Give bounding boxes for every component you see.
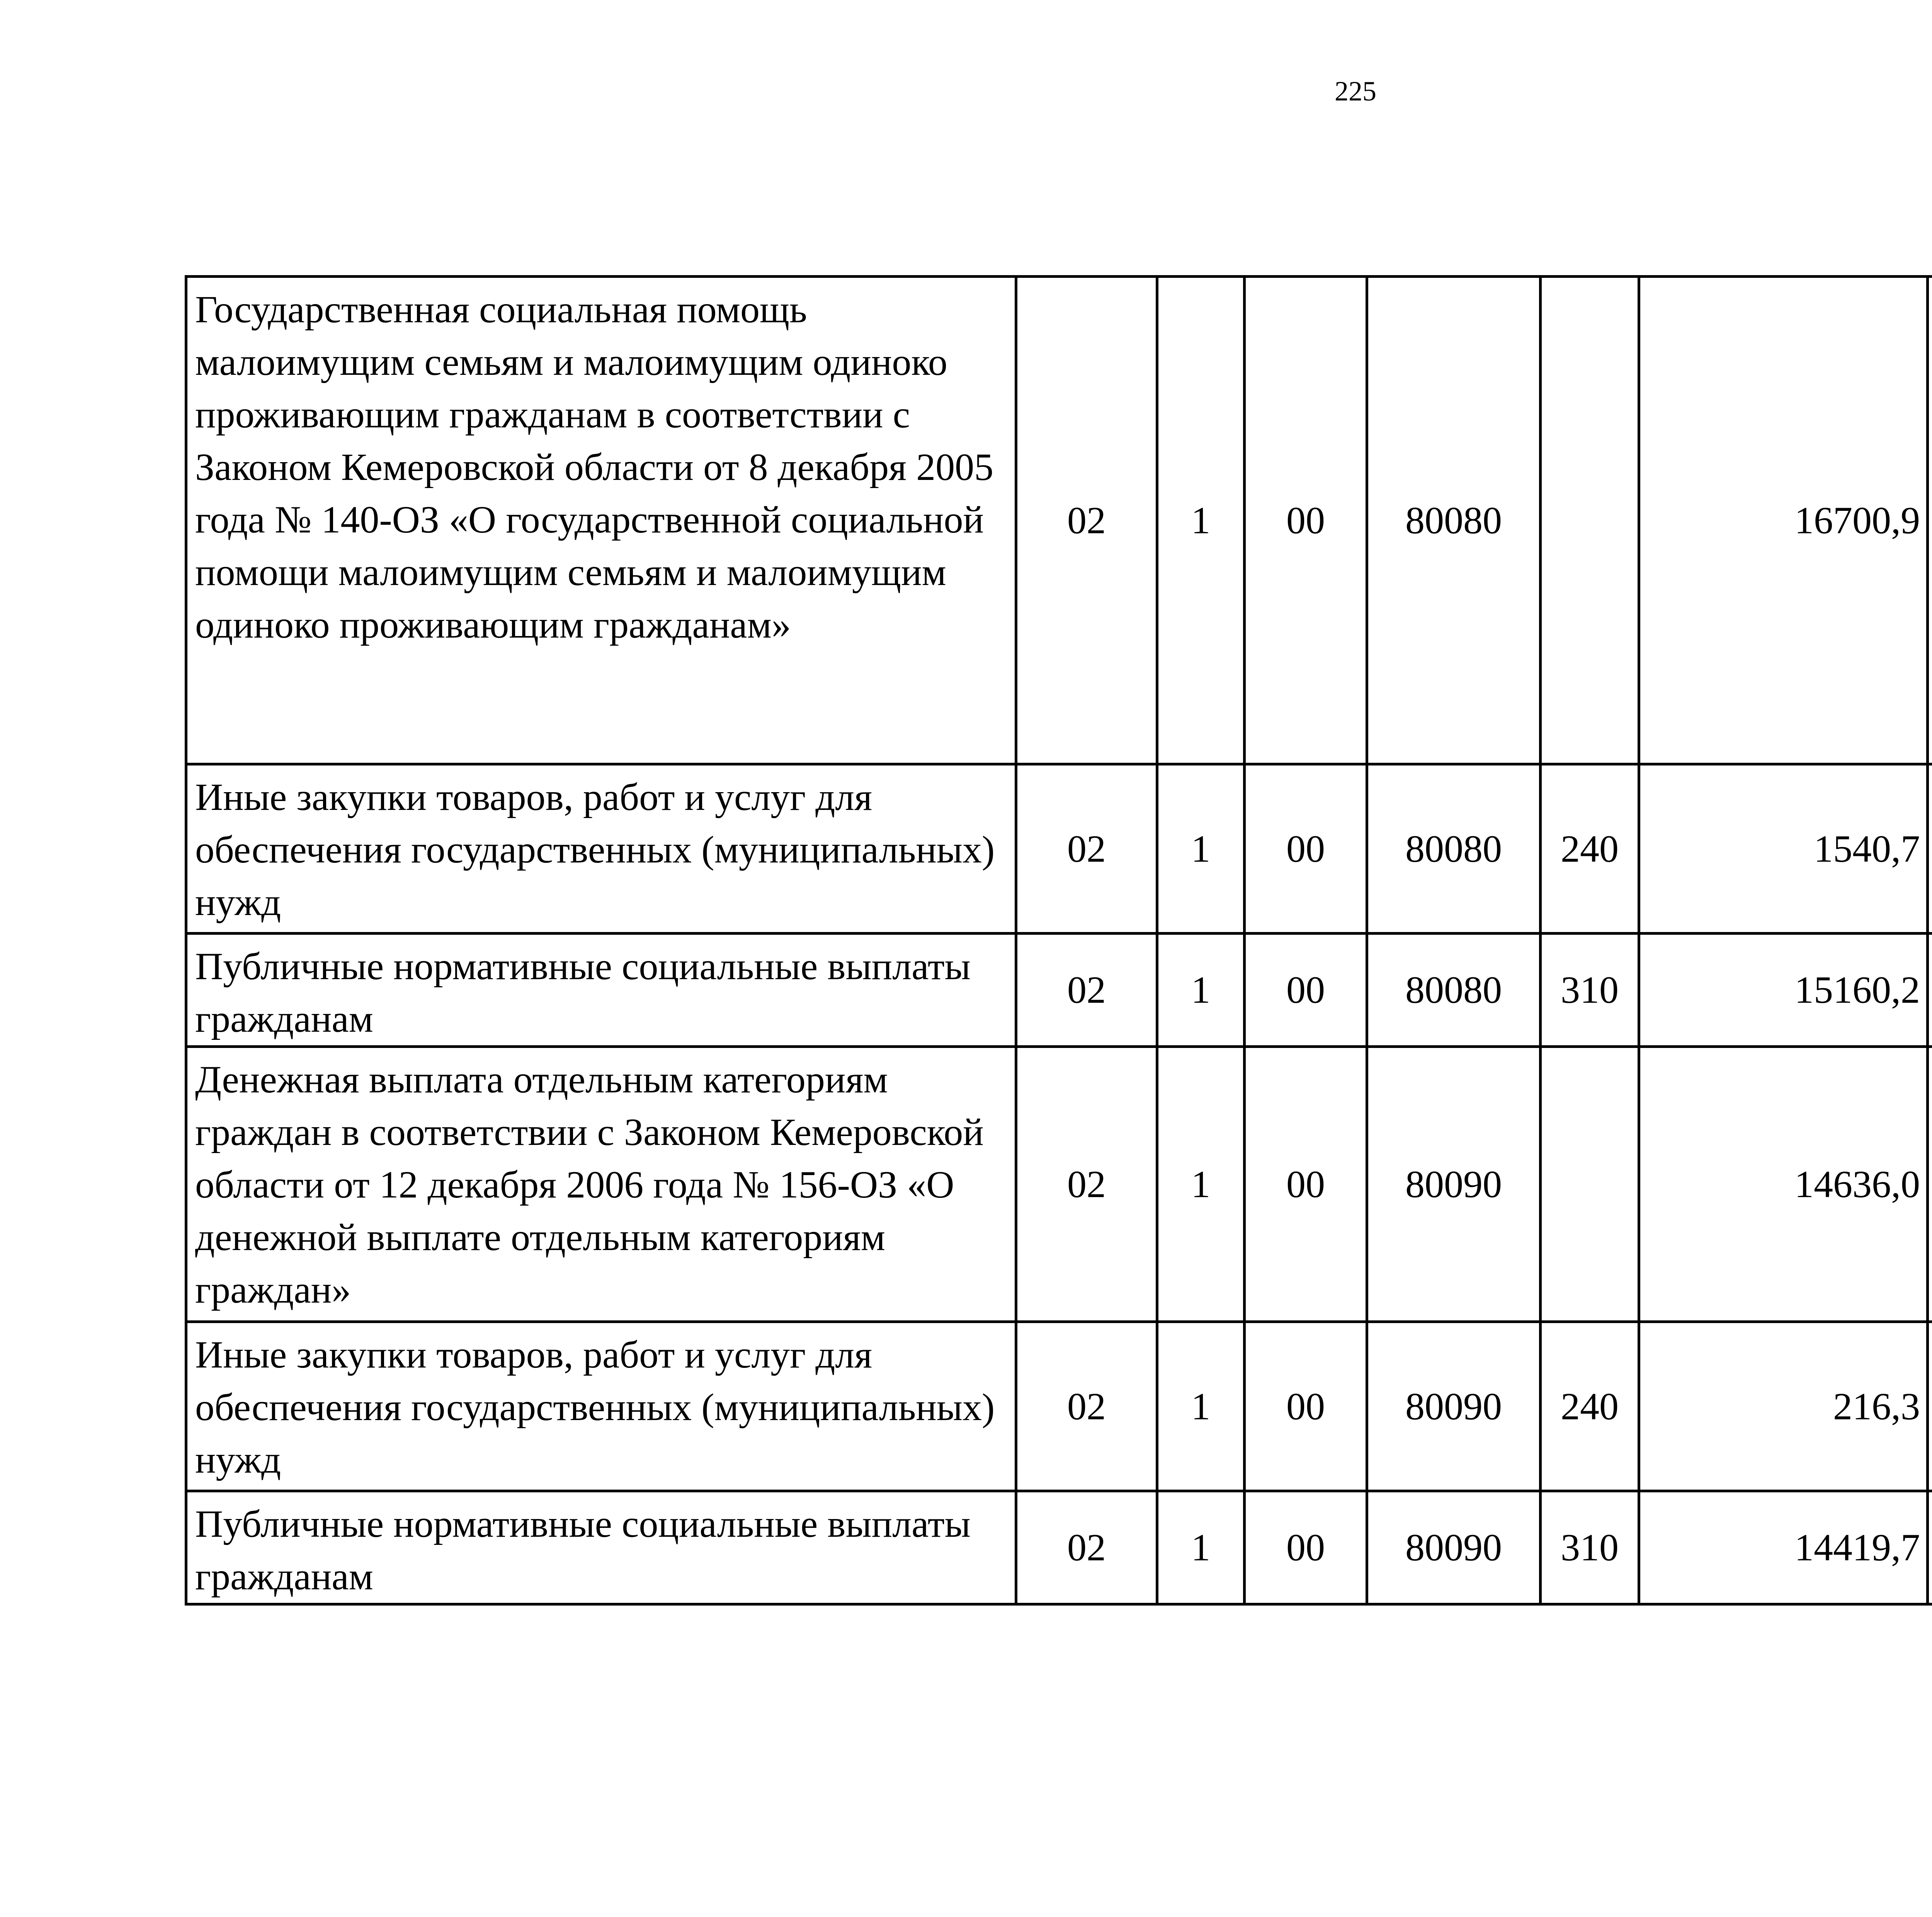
table-row: [186, 1047, 1932, 1322]
direction-code: 80090: [1367, 1491, 1541, 1604]
amount-1: 14636,0: [1639, 1047, 1928, 1322]
expense-type-code: 310: [1541, 1491, 1639, 1604]
budget-table: [185, 275, 1932, 1606]
subprogram-code: 00: [1245, 934, 1367, 1047]
expense-type-code: 240: [1541, 1322, 1639, 1491]
page-number: 225: [1335, 76, 1376, 107]
row-name: Иные закупки товаров, работ и услуг для обеспечения государственных (муниципальных) нужд: [186, 1322, 1016, 1491]
section-code: 02: [1016, 1322, 1157, 1491]
program-code: 1: [1157, 277, 1245, 764]
direction-code: 80080: [1367, 934, 1541, 1047]
row-name: Денежная выплата отдельным категориям граждан в соответствии с Законом Кемеровской области от 12 декабря 2006 года № 156-ОЗ «О денежной выплате отдельным категориям граждан»: [186, 1047, 1016, 1322]
program-code: 1: [1157, 1491, 1245, 1604]
section-code: 02: [1016, 764, 1157, 934]
subprogram-code: 00: [1245, 277, 1367, 764]
program-code: 1: [1157, 1322, 1245, 1491]
table-row: [186, 1491, 1932, 1604]
expense-type-code: 240: [1541, 764, 1639, 934]
direction-code: 80090: [1367, 1322, 1541, 1491]
section-code: 02: [1016, 277, 1157, 764]
expense-type-code: [1541, 1047, 1639, 1322]
amount-1: 15160,2: [1639, 934, 1928, 1047]
amount-2: [1928, 277, 1932, 764]
table-row: [186, 764, 1932, 934]
amount-2: [1928, 764, 1932, 934]
section-code: 02: [1016, 934, 1157, 1047]
program-code: 1: [1157, 1047, 1245, 1322]
amount-1: 1540,7: [1639, 764, 1928, 934]
subprogram-code: 00: [1245, 1491, 1367, 1604]
amount-2: [1928, 1322, 1932, 1491]
row-name: Государственная социальная помощь малоимущим семьям и малоимущим одиноко проживающим гражданам в соответствии с Законом Кемеровской области от 8 декабря 2005 года № 140-ОЗ «О государственной социальной помощи малоимущим семьям и малоимущим одиноко проживающим гражданам»: [186, 277, 1016, 764]
direction-code: 80080: [1367, 277, 1541, 764]
subprogram-code: 00: [1245, 1322, 1367, 1491]
direction-code: 80080: [1367, 764, 1541, 934]
row-name: Иные закупки товаров, работ и услуг для обеспечения государственных (муниципальных) нужд: [186, 764, 1016, 934]
amount-1: 14419,7: [1639, 1491, 1928, 1604]
section-code: 02: [1016, 1047, 1157, 1322]
amount-2: [1928, 1047, 1932, 1322]
row-name: Публичные нормативные социальные выплаты гражданам: [186, 1491, 1016, 1604]
subprogram-code: 00: [1245, 764, 1367, 934]
table-row: [186, 277, 1932, 764]
program-code: 1: [1157, 934, 1245, 1047]
program-code: 1: [1157, 764, 1245, 934]
section-code: 02: [1016, 1491, 1157, 1604]
expense-type-code: 310: [1541, 934, 1639, 1047]
amount-2: [1928, 1491, 1932, 1604]
amount-2: [1928, 934, 1932, 1047]
amount-1: 216,3: [1639, 1322, 1928, 1491]
expense-type-code: [1541, 277, 1639, 764]
table-row: [186, 1322, 1932, 1491]
subprogram-code: 00: [1245, 1047, 1367, 1322]
direction-code: 80090: [1367, 1047, 1541, 1322]
amount-1: 16700,9: [1639, 277, 1928, 764]
row-name: Публичные нормативные социальные выплаты гражданам: [186, 934, 1016, 1047]
table-row: [186, 934, 1932, 1047]
